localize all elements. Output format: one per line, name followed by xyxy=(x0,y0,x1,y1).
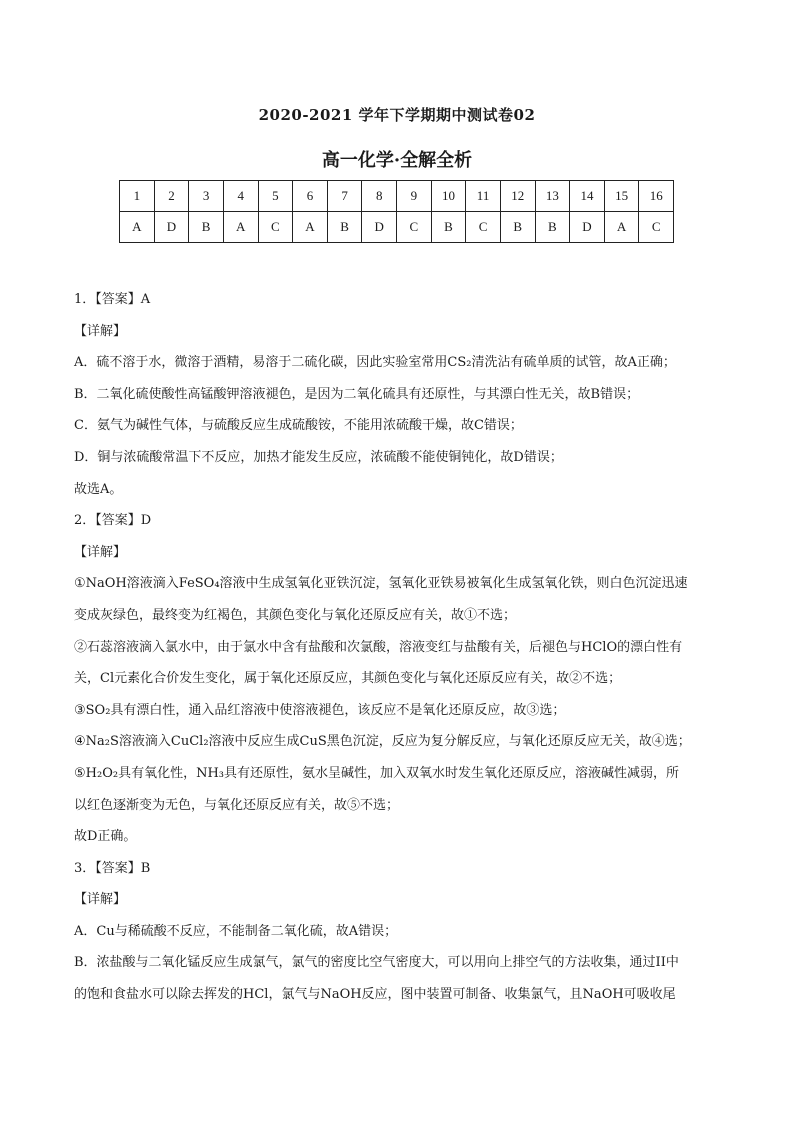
answer-cell: B xyxy=(431,212,466,243)
question-number: 13 xyxy=(535,181,570,212)
question-number: 8 xyxy=(362,181,397,212)
explanation-heading: 【详解】 xyxy=(74,892,127,908)
answer-heading: 3．【答案】B xyxy=(74,860,151,876)
text-line: D．铜与浓硫酸常温下不反应，加热才能发生反应，浓硫酸不能使铜钝化，故D错误； xyxy=(74,449,563,465)
question-number: 10 xyxy=(431,181,466,212)
text-line: 故D正确。 xyxy=(74,829,137,845)
exam-title: 2020-2021 学年下学期期中测试卷02 xyxy=(258,106,536,124)
answer-cell: A xyxy=(293,212,328,243)
answer-cell: C xyxy=(397,212,432,243)
explanation-heading: 【详解】 xyxy=(74,323,127,339)
text-line: ③SO₂具有漂白性，通入品红溶液中使溶液褪色，该反应不是氧化还原反应，故③选； xyxy=(74,702,566,718)
text-line: ①NaOH溶液滴入FeSO₄溶液中生成氢氧化亚铁沉淀，氢氧化亚铁易被氧化生成氢氧化铁，则白色沉淀迅速 xyxy=(74,576,688,592)
text-line: 变成灰绿色，最终变为红褐色，其颜色变化与氧化还原反应有关，故①不选； xyxy=(74,607,517,623)
question-number: 3 xyxy=(189,181,224,212)
answer-cell: C xyxy=(258,212,293,243)
question-number: 7 xyxy=(327,181,362,212)
answer-cell: B xyxy=(535,212,570,243)
answer-cell: D xyxy=(570,212,605,243)
question-number: 5 xyxy=(258,181,293,212)
answer-cell: A xyxy=(604,212,639,243)
answer-cell: A xyxy=(223,212,258,243)
answer-cell: B xyxy=(327,212,362,243)
text-line: 以红色逐渐变为无色，与氧化还原反应有关，故⑤不选； xyxy=(74,797,400,813)
question-number-row xyxy=(120,181,674,212)
question-number: 9 xyxy=(397,181,432,212)
text-line: ⑤H₂O₂具有氧化性，NH₃具有还原性，氨水呈碱性，加入双氧水时发生氧化还原反应，溶液碱性减弱，所 xyxy=(74,765,679,781)
answer-cell: D xyxy=(154,212,189,243)
text-line: ④Na₂S溶液滴入CuCl₂溶液中反应生成CuS黑色沉淀，反应为复分解反应，与氧化还原反应无关，故④选； xyxy=(74,734,691,750)
text-line: A．硫不溶于水，微溶于酒精，易溶于二硫化碳，因此实验室常用CS₂清洗沾有硫单质的试管，故A正确； xyxy=(74,355,676,371)
question-number: 2 xyxy=(154,181,189,212)
text-line: B．二氧化硫使酸性高锰酸钾溶液褪色，是因为二氧化硫具有还原性，与其漂白性无关，故B错误； xyxy=(74,386,640,402)
solution-text xyxy=(74,284,726,1011)
text-line: 的饱和食盐水可以除去挥发的HCl，氯气与NaOH反应，图中装置可制备、收集氯气，且NaOH可吸收尾 xyxy=(74,987,676,1003)
answer-heading: 1．【答案】A xyxy=(74,292,151,307)
question-number: 4 xyxy=(223,181,258,212)
explanation-heading: 【详解】 xyxy=(74,544,127,560)
answer-key-table xyxy=(119,180,674,243)
answer-cell: B xyxy=(500,212,535,243)
text-line: B．浓盐酸与二氧化锰反应生成氯气，氯气的密度比空气密度大，可以用向上排空气的方法收集，通过II中 xyxy=(74,955,679,971)
text-line: C．氨气为碱性气体，与硫酸反应生成硫酸铵，不能用浓硫酸干燥，故C错误； xyxy=(74,418,523,434)
question-number: 16 xyxy=(639,181,674,212)
answer-cell: B xyxy=(189,212,224,243)
exam-subtitle: 高一化学·全解全析 xyxy=(321,150,473,171)
answer-cell: D xyxy=(362,212,397,243)
question-number: 12 xyxy=(500,181,535,212)
question-number: 6 xyxy=(293,181,328,212)
answer-heading: 2．【答案】D xyxy=(74,513,152,529)
question-number: 1 xyxy=(120,181,155,212)
question-number: 14 xyxy=(570,181,605,212)
question-number: 11 xyxy=(466,181,501,212)
answer-row xyxy=(120,212,674,243)
answer-cell: C xyxy=(466,212,501,243)
text-line: ②石蕊溶液滴入氯水中，由于氯水中含有盐酸和次氯酸，溶液变红与盐酸有关，后褪色与HClO的漂白性有 xyxy=(74,639,683,655)
text-line: A．Cu与稀硫酸不反应，不能制备二氧化硫，故A错误； xyxy=(74,923,398,939)
question-number: 15 xyxy=(604,181,639,212)
text-line: 故选A。 xyxy=(74,481,123,497)
answer-cell: A xyxy=(120,212,155,243)
answer-cell: C xyxy=(639,212,674,243)
text-line: 关，Cl元素化合价发生变化，属于氧化还原反应，其颜色变化与氧化还原反应有关，故②不选； xyxy=(74,671,622,687)
